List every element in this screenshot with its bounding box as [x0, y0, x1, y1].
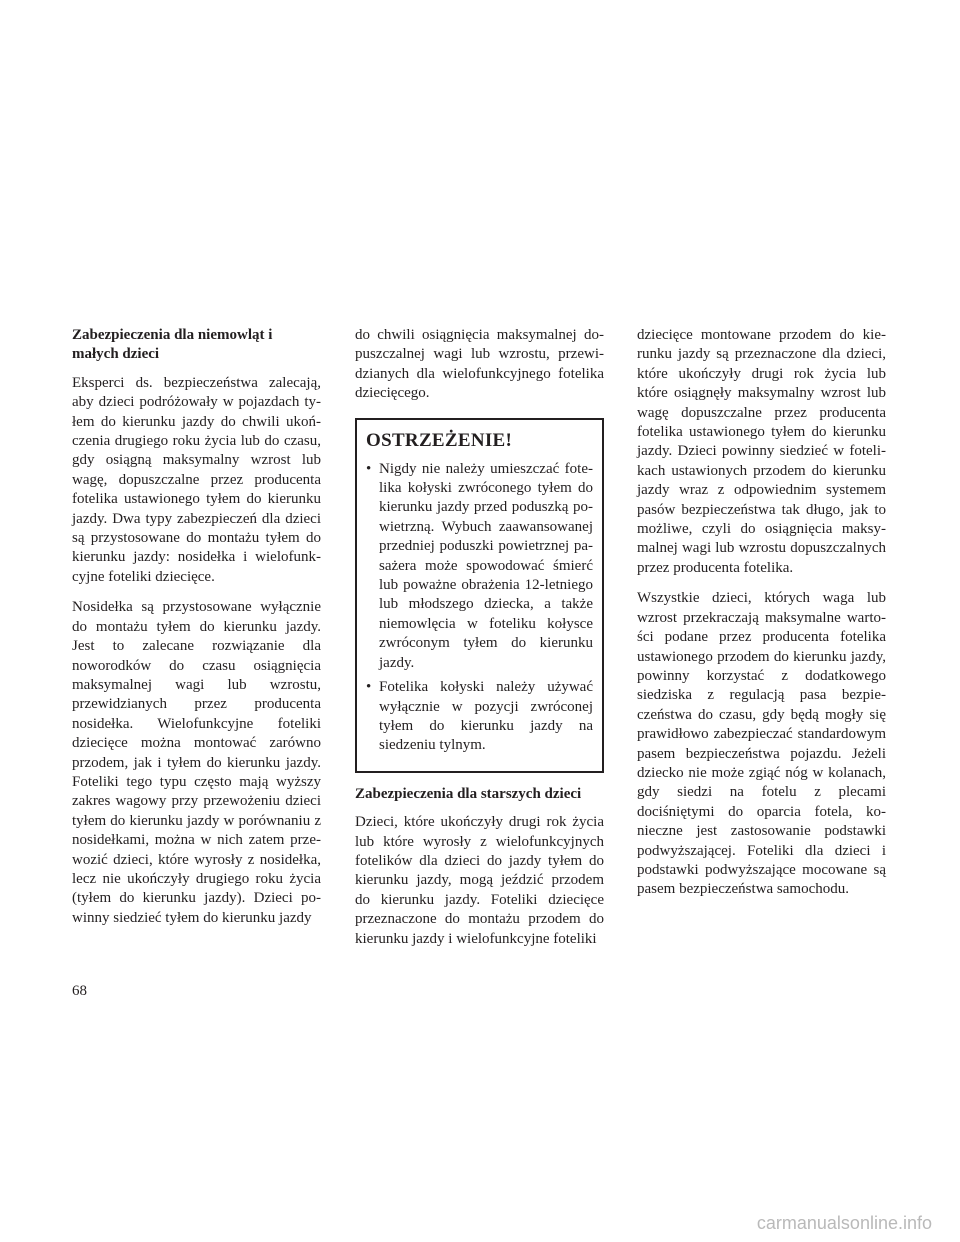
column-3: [637, 326, 886, 911]
section-heading-older-children: Zabezpieczenia dla starszych dzieci: [355, 785, 582, 802]
column-1: [72, 326, 321, 939]
section-heading-infants: Zabezpieczenia dla niemowląt i małych dzieci: [72, 327, 273, 363]
warning-item: [366, 678, 593, 756]
paragraph: Eksperci ds. bezpieczeństwa zalecają, aby dzieci podróżowały w pojazdach tyłem do kierunku jazdy do chwili ukończenia drugiego roku życia lub do czasu, gdy osiągną maksymalny wzrost lub wagę, dopuszczalne przez producenta fotelika ustawionego tyłem do kierunku jazdy. Dwa typy zabezpieczeń dla dzieci są przystosowane do montażu tyłem do kierunku jazdy: nosidełka i wielofunkcyjne foteliki dziecięce.: [72, 374, 321, 585]
paragraph: Nosidełka są przystosowane wyłącznie do montażu tyłem do kierunku jazdy. Jest to zalecane rozwiązanie dla noworodków do czasu osiągnięcia maksymalnej wagi lub wzrostu, przewidzianych przez producenta nosidełka. Wielofunkcyjne foteliki dziecięce można montować zarówno przodem, jak i tyłem do kierunku jazdy. Foteliki tego typu często mają wyższy zakres wagowy przy przewożeniu dzieci tyłem do kierunku jazdy w porównaniu z nosidełkami, można w nich zatem przewozić dzieci, które wyrosły z nosidełka, lecz nie ukończyły drugiego roku życia (tyłem do kierunku jazdy). Dzieci powinny siedzieć tyłem do kierunku jazdy: [72, 599, 321, 926]
bullet-icon: •: [366, 460, 372, 477]
warning-list: [366, 460, 593, 756]
paragraph: do chwili osiągnięcia maksymalnej dopuszczalnej wagi lub wzrostu, przewidzianych dla wielofunkcyjnego fotelika dziecięcego.: [355, 327, 604, 402]
paragraph: Dzieci, które ukończyły drugi rok życia lub które wyrosły z wielofunkcyjnych fotelików dla dzieci do jazdy tyłem do kierunku jazdy, mogą jeździć przodem do kierunku jazdy. Foteliki dziecięce przeznaczone do montażu przodem do kierunku jazdy i wielofunkcyjne foteliki: [355, 814, 604, 947]
paragraph: Wszystkie dzieci, których waga lub wzrost przekraczają maksymalne wartości podane przez producenta fotelika ustawionego przodem do kierunku jazdy, powinny korzystać z dodatkowego siedziska z regulacją pasa bezpieczeństwa do czasu, gdy będą mogły się prawidłowo zabezpieczać standardowym pasem bezpieczeństwa pojazdu. Jeżeli dziecko nie może zgiąć nóg w kolanach, gdy siedzi na fotelu z plecami dociśniętymi do oparcia fotela, konieczne jest zastosowanie podstawki podwyższającej. Foteliki dla dzieci i podstawki podwyższające mocowane są pasem bezpieczeństwa samochodu.: [637, 590, 886, 898]
warning-item: [366, 460, 593, 673]
warning-box: [355, 418, 604, 773]
page-number: 68: [72, 983, 87, 999]
warning-title: OSTRZEŻENIE!: [366, 429, 513, 451]
paragraph: dziecięce montowane przodem do kierunku jazdy są przeznaczone dla dzieci, które ukończyły drugi rok życia lub które osiągnęły maksymalny wzrost lub wagę dopuszczalne przez producenta fotelika ustawionego tyłem do kierunku jazdy. Dzieci powinny siedzieć w fotelikach ustawionych przodem do kierunku jazdy wraz z odpowiednim systemem pasów bezpieczeństwa tak długo, jak to możliwe, czyli do osiągnięcia maksymalnej wagi lub wzrostu dopuszczalnych przez producenta fotelika.: [637, 327, 886, 576]
warning-item-text: Nigdy nie należy umieszczać fotelika kołyski zwróconego tyłem do kierunku jazdy przed poduszką powietrzną. Wybuch zaawansowanej przedniej poduszki powietrznej pasażera może spowodować śmierć lub poważne obrażenia 12-letniego lub młodszego dziecka, a także niemowlęcia w foteliku kołysce zwróconym tyłem do kierunku jazdy.: [379, 460, 593, 671]
warning-item-text: Fotelika kołyski należy używać wyłącznie w pozycji zwróconej tyłem do kierunku jazdy na siedzeniu tylnym.: [379, 679, 593, 754]
watermark: carmanualsonline.info: [756, 1213, 932, 1233]
column-2: [355, 326, 604, 960]
bullet-icon: •: [366, 679, 372, 696]
